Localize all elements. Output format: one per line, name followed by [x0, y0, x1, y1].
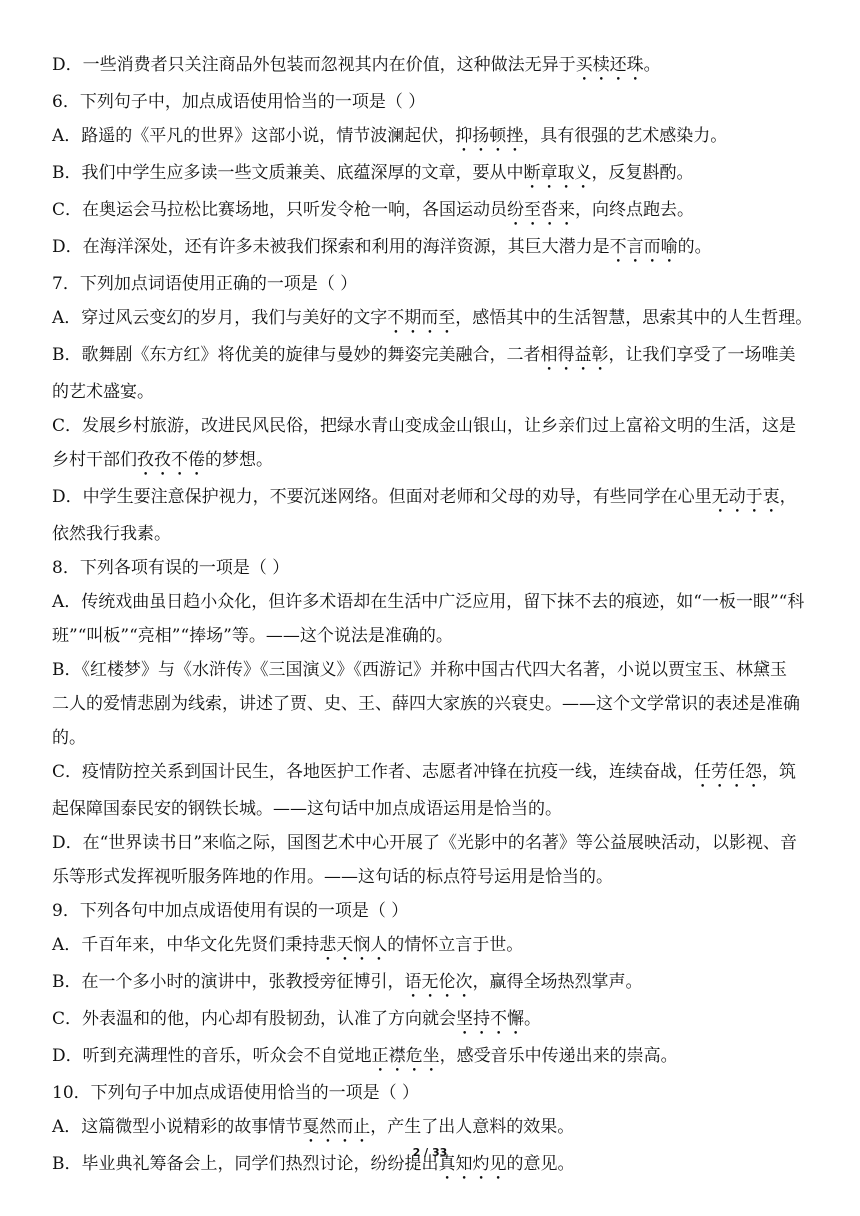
text-line — [52, 267, 812, 301]
text-segment: C．发展乡村旅游，改进民风民俗，把绿水青山变成金山银山，让乡亲们过上富裕文明的生活，这是 — [52, 416, 797, 436]
dotted-idiom: 真知灼见 — [438, 1154, 507, 1174]
text-segment: ， — [779, 487, 797, 507]
text-line — [52, 443, 812, 480]
dotted-idiom: 语无伦次 — [404, 972, 473, 992]
dotted-idiom: 悲天悯人 — [319, 935, 388, 955]
text-segment: ，让我们享受了一场唯美 — [608, 345, 796, 365]
text-line — [52, 156, 812, 193]
text-line — [52, 480, 812, 517]
text-segment: A．这篇微型小说精彩的故事情节 — [52, 1117, 303, 1137]
dotted-idiom: 孜孜不倦 — [137, 450, 205, 470]
dotted-idiom: 任劳任怨 — [694, 762, 763, 782]
text-segment: 的。 — [677, 237, 712, 257]
text-segment: 10．下列句子中加点成语使用恰当的一项是（ ） — [52, 1083, 420, 1103]
text-line — [52, 826, 812, 860]
text-line — [52, 375, 812, 409]
dotted-idiom: 正襟危坐 — [371, 1046, 440, 1066]
text-line — [52, 85, 812, 119]
text-line — [52, 517, 812, 551]
text-segment: B．在一个多小时的演讲中，张教授旁征博引， — [52, 972, 405, 992]
text-segment: 班”“叫板”“亮相”“捧场”等。——这个说法是准确的。 — [52, 626, 453, 646]
text-line — [52, 119, 812, 156]
text-line — [52, 551, 812, 585]
text-line — [52, 1002, 812, 1039]
text-segment: D．听到充满理性的音乐，听众会不自觉地 — [52, 1046, 372, 1066]
dotted-idiom: 纷至沓来 — [507, 200, 576, 220]
text-segment: ，产生了出人意料的效果。 — [370, 1117, 575, 1137]
text-segment: B．歌舞剧《东方红》将优美的旋律与曼妙的舞姿完美融合，二者 — [52, 345, 541, 365]
text-segment: A．千百年来，中华文化先贤们秉持 — [52, 935, 320, 955]
text-segment: ，感受音乐中传递出来的崇高。 — [439, 1046, 678, 1066]
text-segment: C．在奥运会马拉松比赛场地，只听发令枪一响，各国运动员 — [52, 200, 508, 220]
text-segment: 起保障国泰民安的钢铁长城。——这句话中加点成语运用是恰当的。 — [52, 799, 562, 819]
text-segment: 乐等形式发挥视听服务阵地的作用。——这句话的标点符号运用是恰当的。 — [52, 867, 613, 887]
text-line — [52, 409, 812, 443]
text-segment: B．毕业典礼筹备会上，同学们热烈讨论，纷纷提出 — [52, 1154, 439, 1174]
dotted-idiom: 无动于衷 — [711, 487, 780, 507]
text-segment: A．路遥的《平凡的世界》这部小说，情节波澜起伏， — [52, 126, 456, 146]
text-segment: B．《红楼梦》与《水浒传》《三国演义》《西游记》并称中国古代四大名著，小说以贾宝玉、林黛玉 — [52, 660, 787, 680]
text-segment: ，反复斟酌。 — [591, 163, 694, 183]
text-segment: D．中学生要注意保护视力，不要沉迷网络。但面对老师和父母的劝导，有些同学在心里 — [52, 487, 712, 507]
text-line — [52, 1076, 812, 1110]
text-line — [52, 687, 812, 721]
text-segment: A．传统戏曲虽日趋小众化，但许多术语却在生活中广泛应用，留下抹不去的痕迹，如“一板一眼”“科 — [52, 592, 805, 612]
text-segment: 6．下列句子中，加点成语使用恰当的一项是（ ） — [52, 92, 426, 112]
text-segment: A．穿过风云变幻的岁月，我们与美好的文字 — [52, 308, 388, 328]
text-segment: ，筑 — [762, 762, 797, 782]
text-line — [52, 619, 812, 653]
dotted-idiom: 相得益彰 — [540, 345, 609, 365]
dotted-idiom: 不期而至 — [387, 308, 456, 328]
text-line — [52, 585, 812, 619]
text-line — [52, 792, 812, 826]
text-line — [52, 721, 812, 755]
dotted-idiom: 不言而喻 — [609, 237, 678, 257]
document-body — [52, 48, 812, 1184]
text-segment: 依然我行我素。 — [52, 524, 171, 544]
text-segment: D．在“世界读书日”来临之际，国图艺术中心开展了《光影中的名著》等公益展映活动，以影视、音 — [52, 833, 798, 853]
text-segment: 的情怀立言于世。 — [387, 935, 524, 955]
text-segment: ，向终点跑去。 — [575, 200, 695, 220]
text-line — [52, 653, 812, 687]
text-line — [52, 755, 812, 792]
page-number: 2 / 33 — [412, 1146, 448, 1159]
text-segment: 7．下列加点词语使用正确的一项是（ ） — [52, 274, 358, 294]
text-segment: ，感悟其中的生活智慧，思索其中的人生哲理。 — [455, 308, 813, 328]
text-line — [52, 230, 812, 267]
text-line — [52, 1110, 812, 1147]
text-segment: 。 — [643, 55, 661, 75]
text-line — [52, 894, 812, 928]
dotted-idiom: 坚持不懈 — [456, 1009, 525, 1029]
text-segment: C．外表温和的他，内心却有股韧劲，认准了方向就会 — [52, 1009, 457, 1029]
text-segment: 的艺术盛宴。 — [52, 382, 154, 402]
text-line — [52, 928, 812, 965]
text-line — [52, 301, 812, 338]
text-segment: B．我们中学生应多读一些文质兼美、底蕴深厚的文章，要从中 — [52, 163, 524, 183]
dotted-idiom: 买椟还珠 — [575, 55, 644, 75]
text-segment: C．疫情防控关系到国计民生，各地医护工作者、志愿者冲锋在抗疫一线，连续奋战， — [52, 762, 695, 782]
text-line — [52, 860, 812, 894]
text-segment: ，赢得全场热烈掌声。 — [472, 972, 643, 992]
text-line — [52, 193, 812, 230]
text-segment: 的。 — [52, 728, 86, 748]
text-segment: 乡村干部们 — [52, 450, 137, 470]
text-line — [52, 338, 812, 375]
text-line — [52, 965, 812, 1002]
text-segment: 9．下列各句中加点成语使用有误的一项是（ ） — [52, 901, 409, 921]
text-segment: 的意见。 — [506, 1154, 575, 1174]
dotted-idiom: 抑扬顿挫 — [455, 126, 524, 146]
text-segment: ，具有很强的艺术感染力。 — [523, 126, 728, 146]
dotted-idiom: 断章取义 — [523, 163, 592, 183]
text-segment: 二人的爱情悲剧为线索，讲述了贾、史、王、薛四大家族的兴衰史。——这个文学常识的表述是准确 — [52, 694, 800, 714]
text-segment: 的梦想。 — [205, 450, 273, 470]
text-segment: 。 — [524, 1009, 542, 1029]
text-segment: D．在海洋深处，还有许多未被我们探索和利用的海洋资源，其巨大潜力是 — [52, 237, 610, 257]
text-line — [52, 1039, 812, 1076]
text-segment: D．一些消费者只关注商品外包装而忽视其内在价值，这种做法无异于 — [52, 55, 576, 75]
dotted-idiom: 戛然而止 — [302, 1117, 371, 1137]
text-line — [52, 48, 812, 85]
text-segment: 8．下列各项有误的一项是（ ） — [52, 558, 290, 578]
